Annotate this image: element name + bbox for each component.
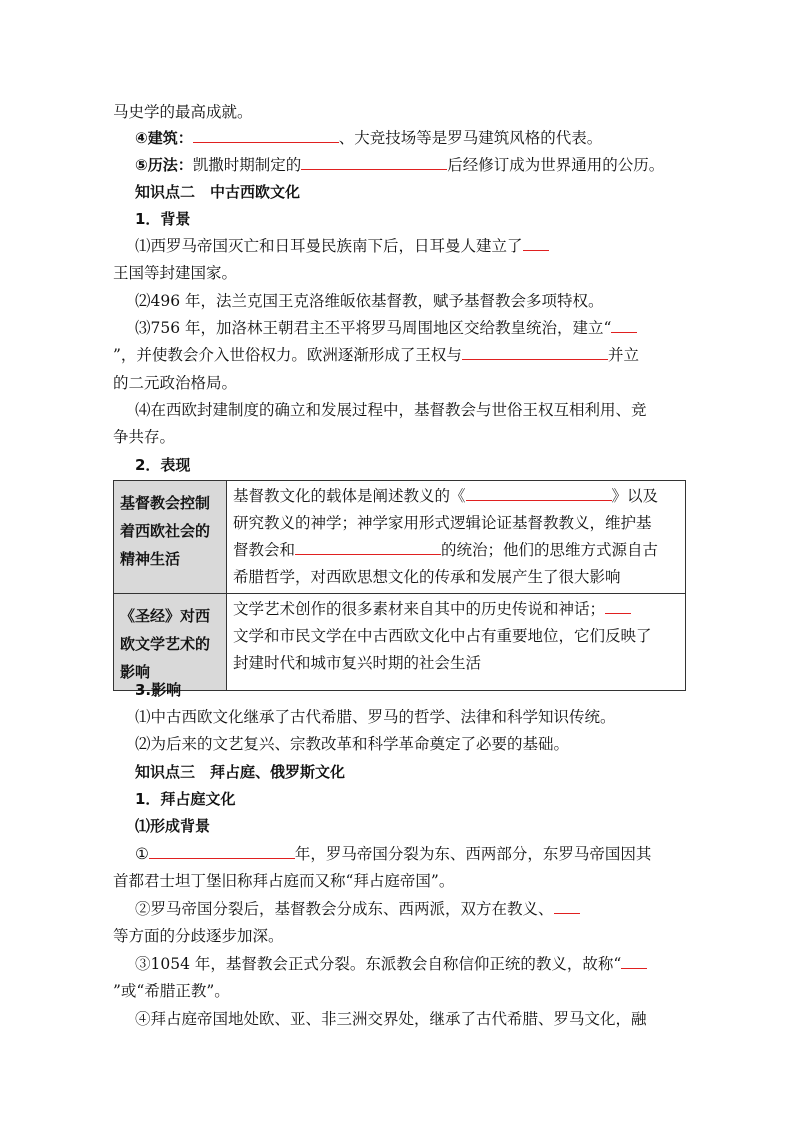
item-label: ④建筑： bbox=[135, 129, 193, 147]
paragraph-text: ⑴西罗马帝国灭亡和日耳曼民族南下后，日耳曼人建立了 bbox=[135, 237, 523, 255]
text-line bbox=[135, 155, 664, 175]
cell-text: 》以及 bbox=[611, 487, 659, 505]
section-heading: 知识点二 中古西欧文化 bbox=[135, 183, 301, 201]
subsection-heading: 3.影响 bbox=[135, 681, 182, 699]
fill-blank[interactable] bbox=[462, 345, 608, 360]
culture-table bbox=[113, 480, 686, 691]
text-line bbox=[135, 844, 651, 864]
cell-line bbox=[233, 483, 679, 510]
text-line: ⑵为后来的文艺复兴、宗教改革和科学革命奠定了必要的基础。 bbox=[135, 735, 570, 753]
cell-line: 封建时代和城市复兴时期的社会生活 bbox=[233, 654, 482, 672]
item-label: ⑤历法： bbox=[135, 156, 193, 174]
text-line: ⑷在西欧封建制度的确立和发展过程中，基督教会与世俗王权互相利用、竞 bbox=[135, 401, 647, 419]
text-line: 王国等封建国家。 bbox=[113, 264, 238, 282]
paragraph-text: ① bbox=[135, 845, 149, 863]
text-line bbox=[135, 954, 647, 974]
fill-blank[interactable] bbox=[611, 318, 637, 333]
table-cell bbox=[227, 594, 686, 691]
paragraph-text: 年，罗马帝国分裂为东、西两部分，东罗马帝国因其 bbox=[294, 845, 652, 863]
text-line bbox=[113, 345, 639, 365]
fill-blank[interactable] bbox=[554, 899, 580, 914]
row-header-text: 欧文学艺术的 bbox=[120, 635, 211, 653]
text-line bbox=[135, 236, 549, 256]
table-row bbox=[114, 594, 686, 691]
text-line: 等方面的分歧逐步加深。 bbox=[113, 927, 284, 945]
fill-blank[interactable] bbox=[149, 844, 295, 859]
paragraph-text: ②罗马帝国分裂后，基督教会分成东、西两派，双方在教义、 bbox=[135, 900, 554, 918]
subsection-heading: 2．表现 bbox=[135, 456, 191, 474]
row-header bbox=[114, 594, 227, 691]
cell-text: 文学艺术创作的很多素材来自其中的历史传说和神话； bbox=[233, 600, 606, 618]
cell-line bbox=[233, 537, 679, 564]
cell-text: 督教会和 bbox=[233, 541, 296, 559]
paragraph-text: ⑶756 年，加洛林王朝君主丕平将罗马周围地区交给教皇统治，建立“ bbox=[135, 319, 612, 337]
text-line: ”或“希腊正教”。 bbox=[113, 982, 230, 1000]
text-line: 争共存。 bbox=[113, 428, 176, 446]
text-line: ⑴中古西欧文化继承了古代希腊、罗马的哲学、法律和科学知识传统。 bbox=[135, 708, 616, 726]
text-line bbox=[135, 899, 580, 919]
fill-blank[interactable] bbox=[523, 236, 549, 251]
subsection-heading: 1．背景 bbox=[135, 210, 191, 228]
subsection-heading: ⑴形成背景 bbox=[135, 817, 211, 835]
fill-blank[interactable] bbox=[621, 954, 647, 969]
paragraph-text: 并立 bbox=[607, 346, 639, 364]
table-row bbox=[114, 481, 686, 594]
paragraph-text: ”，并使教会介入世俗权力。欧洲逐渐形成了王权与 bbox=[113, 346, 462, 364]
paragraph-text: 、大竞技场等是罗马建筑风格的代表。 bbox=[338, 129, 603, 147]
text-line bbox=[135, 128, 602, 148]
row-header bbox=[114, 481, 227, 594]
row-header-text: 《圣经》对西 bbox=[120, 607, 211, 625]
fill-blank[interactable] bbox=[193, 128, 339, 143]
cell-text: 基督教文化的载体是阐述教义的《 bbox=[233, 487, 466, 505]
text-line: ④拜占庭帝国地处欧、亚、非三洲交界处，继承了古代希腊、罗马文化，融 bbox=[135, 1010, 647, 1028]
cell-line: 研究教义的神学；神学家用形式逻辑论证基督教教义，维护基 bbox=[233, 514, 652, 532]
fill-blank[interactable] bbox=[295, 540, 441, 555]
fill-blank[interactable] bbox=[466, 486, 612, 501]
text-line bbox=[113, 102, 253, 122]
paragraph-text: 后经修订成为世界通用的公历。 bbox=[447, 156, 665, 174]
paragraph-text: 马史学的最高成就。 bbox=[113, 103, 253, 121]
cell-line bbox=[233, 596, 679, 623]
cell-text: 的统治；他们的思维方式源自古 bbox=[441, 541, 659, 559]
row-header-text: 精神生活 bbox=[120, 550, 181, 568]
subsection-heading: 1．拜占庭文化 bbox=[135, 790, 236, 808]
text-line: 首都君士坦丁堡旧称拜占庭而又称“拜占庭帝国”。 bbox=[113, 872, 455, 890]
fill-blank[interactable] bbox=[301, 155, 447, 170]
paragraph-text: ③1054 年，基督教会正式分裂。东派教会自称信仰正统的教义，故称“ bbox=[135, 955, 622, 973]
cell-line: 希腊哲学，对西欧思想文化的传承和发展产生了很大影响 bbox=[233, 568, 621, 586]
cell-line: 文学和市民文学在中古西欧文化中占有重要地位，它们反映了 bbox=[233, 627, 652, 645]
text-line: 的二元政治格局。 bbox=[113, 374, 238, 392]
fill-blank[interactable] bbox=[605, 599, 631, 614]
paragraph-text: 凯撒时期制定的 bbox=[192, 156, 302, 174]
text-line bbox=[135, 318, 637, 338]
table-cell bbox=[227, 481, 686, 594]
row-header-text: 着西欧社会的 bbox=[120, 522, 211, 540]
text-line: ⑵496 年，法兰克国王克洛维皈依基督教，赋予基督教会多项特权。 bbox=[135, 292, 604, 310]
row-header-text: 影响 bbox=[120, 663, 151, 681]
row-header-text: 基督教会控制 bbox=[120, 494, 211, 512]
section-heading: 知识点三 拜占庭、俄罗斯文化 bbox=[135, 763, 346, 781]
